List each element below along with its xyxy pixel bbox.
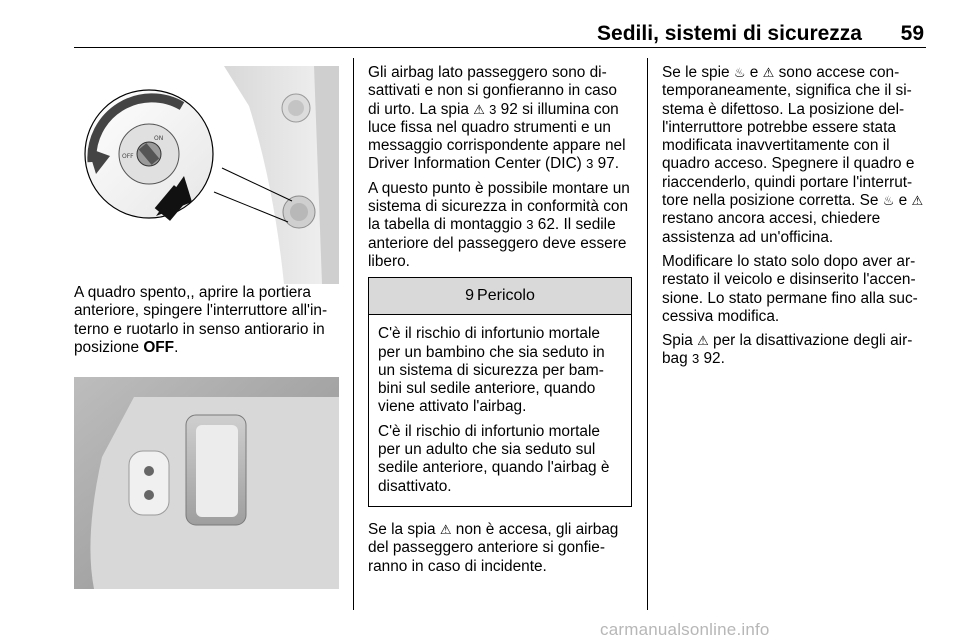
warning-triangle-icon: 9 <box>465 287 475 305</box>
airbag-off-icon: ⚠ <box>439 521 452 537</box>
cross-reference-icon: 3 <box>586 156 594 172</box>
watermark: carmanualsonline.info <box>600 620 770 639</box>
figure-caption: A quadro spento,, aprire la portiera anteriore, spingere l'interruttore all'in-terno e ruotarlo in senso antiorario in posizione OFF. <box>74 284 328 356</box>
switch-key-figure <box>74 66 339 284</box>
switch-key-illustration <box>74 66 339 284</box>
airbag-off-icon: ⚠ <box>697 333 709 349</box>
paragraph: Modificare lo stato solo dopo aver ar-restato il veicolo e disinserito l'accen-sione. Lo stato permane fino alla suc-cessiva modifica. <box>662 252 918 325</box>
warning-header <box>369 278 631 315</box>
paragraph: A questo punto è possibile montare un sistema di sicurezza in conformità con la tabella di montaggio 3 62. Il sedile anteriore del passeggero deve essere libero. <box>368 179 630 270</box>
on-label: ON <box>154 135 164 142</box>
header-rule <box>74 47 926 48</box>
off-label: OFF <box>122 153 134 160</box>
warning-text: C'è il rischio di infortunio mortale per un adulto che sia seduto sul sedile anteriore, quando l'airbag è disattivato. <box>378 422 610 495</box>
danger-warning-box <box>368 277 632 507</box>
page-title: Sedili, sistemi di sicurezza <box>597 22 862 45</box>
page-header <box>74 18 926 46</box>
airbag-warning-icon: ♨ <box>733 65 746 80</box>
column-divider <box>647 58 648 610</box>
page-number: 59 <box>900 22 924 45</box>
airbag-warning-icon: ♨ <box>882 193 895 209</box>
warning-title: Pericolo <box>477 287 535 305</box>
column-middle <box>368 64 632 582</box>
airbag-off-icon: ⚠ <box>473 101 485 117</box>
cross-reference-icon: 3 <box>489 101 497 117</box>
warning-text: C'è il rischio di infortunio mortale per un bambino che sia seduto in un sistema di sicurezza per bam-bini sul sedile anteriore, quando viene attivato l'airbag. <box>378 325 605 416</box>
column-right <box>662 64 926 375</box>
cross-reference-icon: 3 <box>691 351 700 367</box>
paragraph: Gli airbag lato passeggero sono di-sattivati e non si gonfieranno in caso di urto. La spia ⚠ 3 92 si illumina con luce fissa nel quadro strumenti e un messaggio corrispondente appare nel Driver Information Center (DIC) 3 97. <box>368 64 626 173</box>
column-left <box>74 58 340 589</box>
paragraph: Se le spie ♨ e ⚠ sono accese con-temporaneamente, significa che il si-stema è difettoso. La posizione del-l'interruttore potrebbe essere stata modificata inavvertitamente con il quadro acceso. Spegnere il quadro e riaccenderlo, quindi portare l'interrut-tore nella posizione corretta. Se ♨ e ⚠ restano ancora accesi, chiedere assistenza ad un'officina. <box>662 64 924 246</box>
cross-reference-icon: 3 <box>526 217 534 233</box>
paragraph: Spia ⚠ per la disattivazione degli air-bag 3 92. <box>662 332 913 368</box>
airbag-indicator-illustration <box>74 377 339 589</box>
airbag-off-icon: ⚠ <box>762 65 775 80</box>
paragraph: Se la spia ⚠ non è accesa, gli airbag del passeggero anteriore si gonfie-ranno in caso di incidente. <box>368 520 619 575</box>
airbag-indicator-figure <box>74 377 339 589</box>
airbag-off-icon: ⚠ <box>911 193 924 209</box>
warning-body <box>369 315 631 506</box>
column-divider <box>353 58 354 610</box>
